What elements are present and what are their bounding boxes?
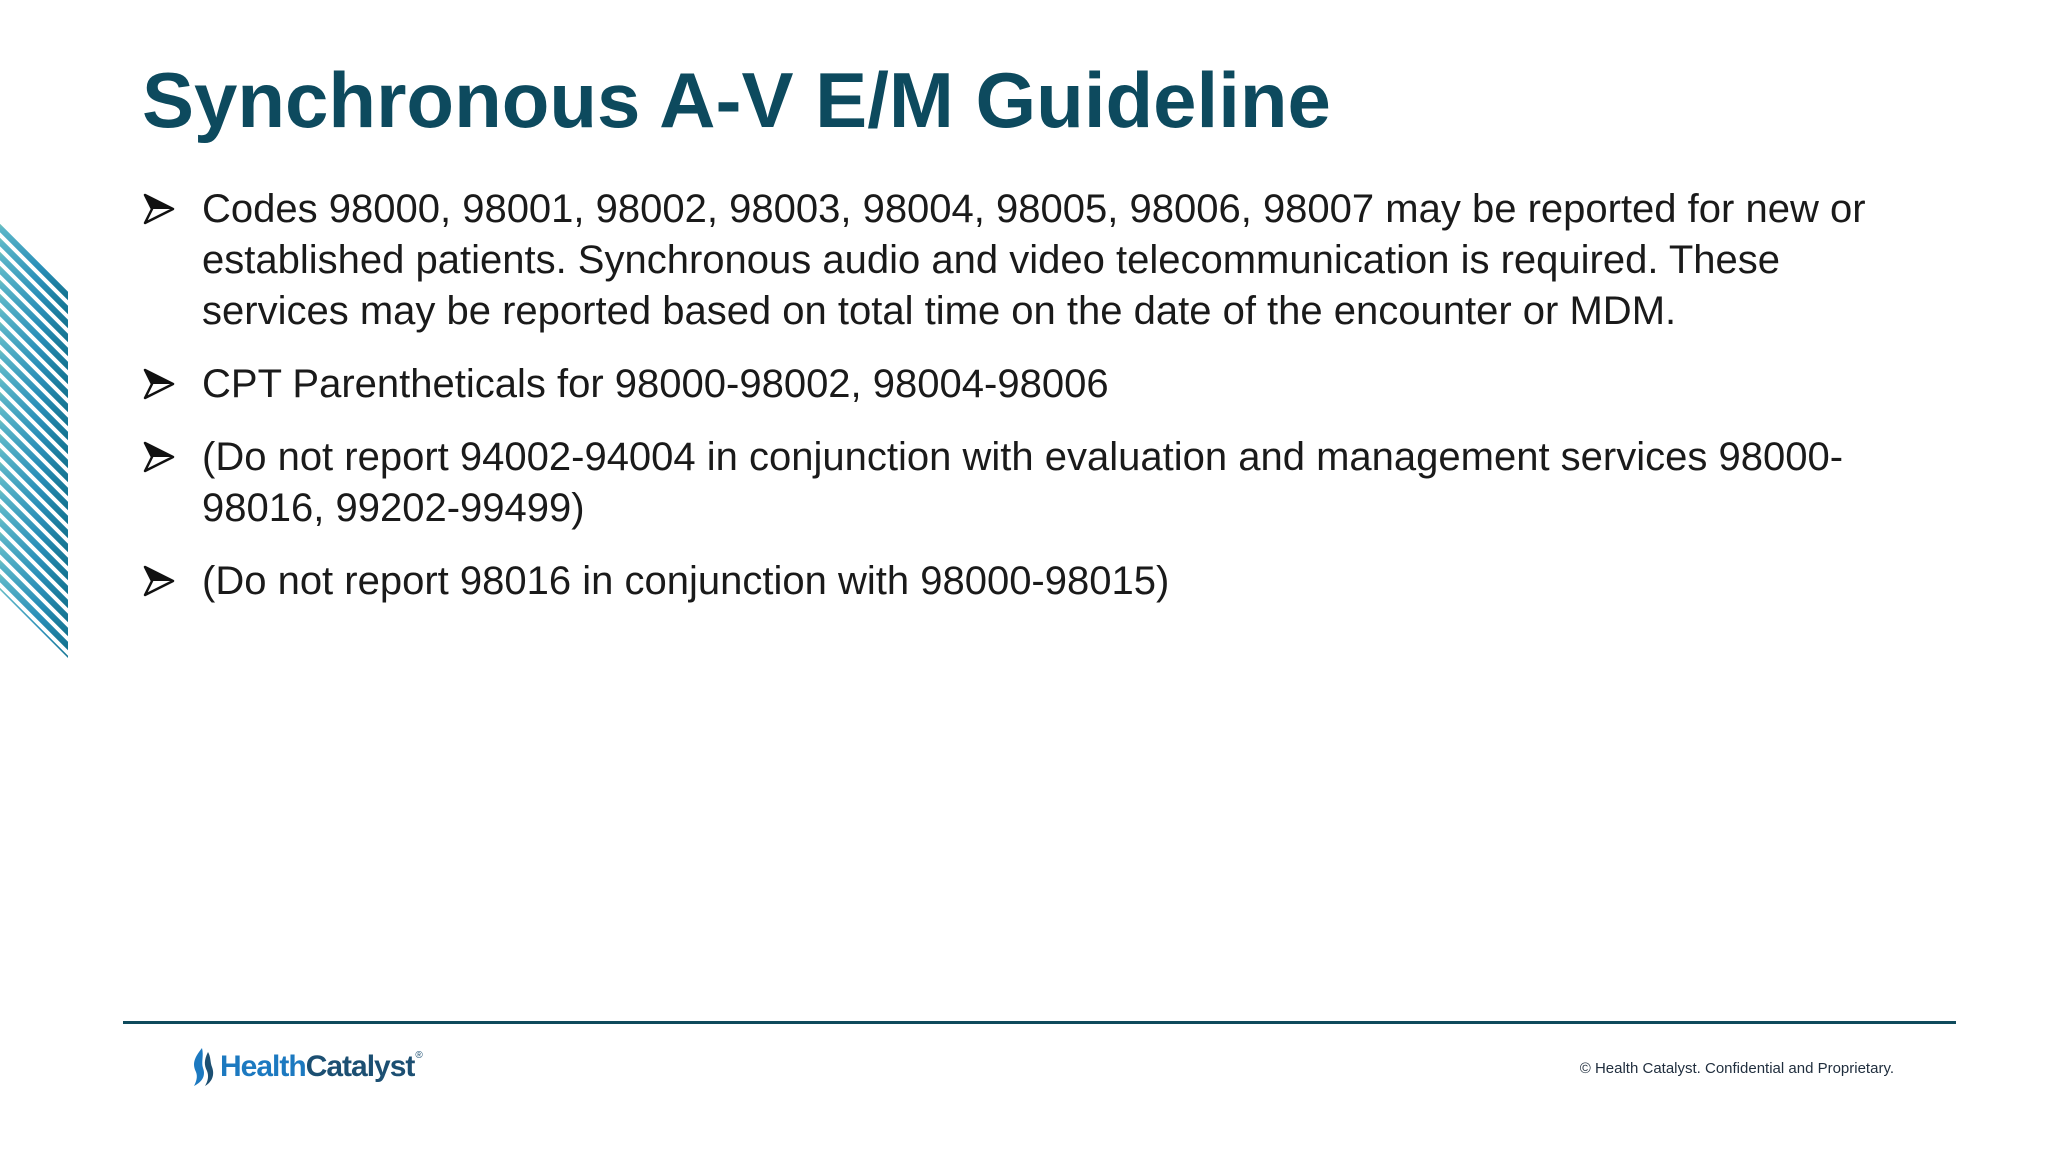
arrowhead-bullet-icon — [142, 367, 176, 401]
copyright-notice: © Health Catalyst. Confidential and Proprietary. — [1579, 1060, 1894, 1077]
bullet-item — [142, 359, 1902, 410]
logo-text-health: Health — [220, 1050, 306, 1083]
footer-divider — [123, 1021, 1956, 1024]
decorative-stripes — [0, 218, 68, 658]
bullet-item — [142, 432, 1902, 534]
slide-title: Synchronous A-V E/M Guideline — [142, 56, 1331, 144]
logo-wordmark — [220, 1044, 414, 1090]
bullet-text: (Do not report 94002-94004 in conjunction with evaluation and management services 98000-98016, 99202-99499) — [202, 435, 1844, 530]
bullet-item — [142, 184, 1902, 337]
arrowhead-bullet-icon — [142, 440, 176, 474]
arrowhead-bullet-icon — [142, 564, 176, 598]
bullet-text: Codes 98000, 98001, 98002, 98003, 98004, 98005, 98006, 98007 may be reported for new or established patients. Synchronous audio and video telecommunication is required. These services may be reported based on total time on the date of the encounter or MDM. — [202, 187, 1866, 333]
logo-trademark: ® — [415, 1050, 423, 1061]
bullet-text: CPT Parentheticals for 98000-98002, 98004-98006 — [202, 362, 1109, 406]
logo-text-catalyst: Catalyst — [305, 1050, 415, 1083]
bullet-list — [142, 184, 1902, 629]
bullet-text: (Do not report 98016 in conjunction with 98000-98015) — [202, 559, 1170, 603]
arrowhead-bullet-icon — [142, 192, 176, 226]
flame-icon — [190, 1046, 216, 1088]
health-catalyst-logo — [190, 1044, 423, 1090]
bullet-item — [142, 556, 1902, 607]
